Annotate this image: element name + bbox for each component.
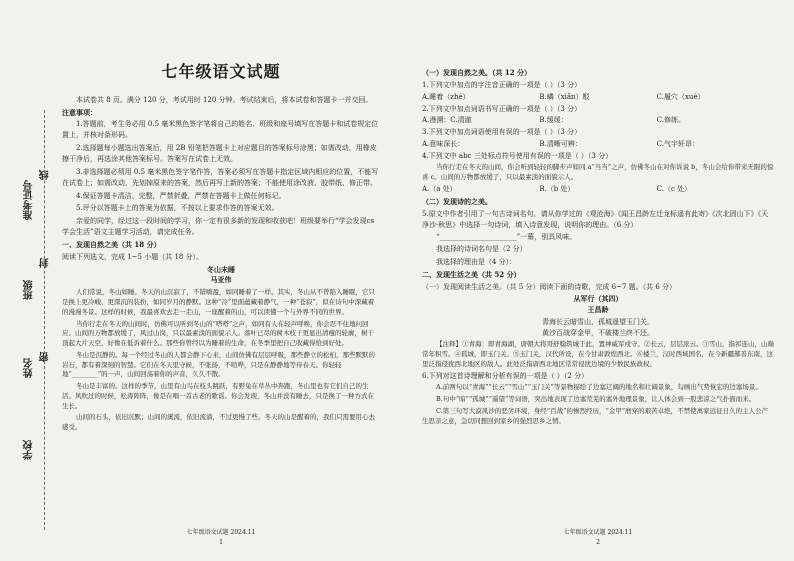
poem-line: 黄沙百战穿金甲，不破楼兰终不还。 (542, 329, 654, 338)
question-1-options (422, 92, 774, 103)
option-c: C.气宇轩昂： (656, 140, 699, 149)
page-number: 2 (596, 538, 600, 546)
option-b: B.嶙（xiǎn）駁 (539, 92, 590, 101)
question-3: 3.下列文中加点词语使用有误的一项是（ ）（3 分） (422, 128, 582, 137)
option-b: B.清晰可辨： (539, 140, 582, 149)
option-c: C.（c 处） (656, 185, 692, 194)
notice-item: 5.评分以答题卡上的答案为依据，不按以上要求作答的答案无效。 (76, 204, 279, 213)
exam-title: 七年级语文试题 (161, 62, 281, 81)
page-footer (62, 528, 380, 547)
name-label: 姓名 (24, 358, 35, 378)
footer-title: 七年级语文试题 2024.11 (186, 529, 256, 537)
binding-margin (0, 0, 60, 561)
part-one-heading: 一、发现自然之美（共 18 分） (62, 239, 161, 249)
essay-paragraph: 山间的石头，依旧沉默；山间的溪流，依旧流淌，不过更慢了些。冬天的山是醒着的，我们只需要用心去感受。 (62, 413, 375, 432)
question-4: 4.下列文中 abc 三处标点符号使用有误的一项是（ ）（3 分） (422, 151, 613, 160)
seal-line-label: 线 (40, 170, 51, 180)
option-b: B.句中“暗”“孤城”“遥望”等词语，突出地表现了边塞荒芜的塞外地理景象，让人体会到一股悲凉之气扑面而来。 (436, 395, 756, 404)
page-number: 1 (219, 538, 223, 546)
essay-title: 冬山未睡 (207, 264, 235, 274)
poem-title: 从军行（其四） (573, 293, 623, 303)
poem-author: 王昌龄 (587, 304, 609, 314)
poem-notes: 【注释】①青海：即青海湖，唐朝大将哥舒翰筑城于此，置神威军戍守。②长云，层层浓云。③雪山，指祁连山，山巅常年积雪。④孤城，即玉门关。⑤玉门关，汉代所设，在今甘肃敦煌西北。⑥楼兰，汉时西域国名，在今新疆鄯善东南，这里泛指侵扰西北地区的敌人。此处泛指唐西北地区常常侵扰边境的少数民族政权。 (422, 340, 774, 368)
essay-author: 马亚伟 (210, 275, 232, 285)
essay-paragraph: 人们常说，冬山如睡。冬天的山沉寂了，不错嗨盈，如同睡着了一样。其实，冬山从不曾陷入睡眠，它只是换上更冷峻、更深沉的装扮，如同岁月的静默。这种“冷”里面蕴藏着静气，一种“苍寂”，似在诗句中深藏着的漫漫冬景。这样的时候，我最喜欢去走一走山，一座醒着的山，可以读懂一个与外界不同的世界。 (62, 288, 375, 316)
notice-title: 注意事项： (62, 107, 97, 117)
seal-seal-label: 封 (40, 258, 51, 268)
option-b: B.（b 处） (539, 185, 575, 194)
option-a: A.漫溯：C.清澈 (422, 116, 472, 125)
reading-instruction: 阅读下列选文，完成 1~5 小题（共 18 分）。 (62, 252, 204, 261)
question-6: 6.下列对这首诗理解和分析有误的一项是（ ）（2 分） (422, 372, 589, 381)
essay-paragraph: 当你行走在冬天的山间时，仿佛可以听到冬山的“嗒嗒”之声，如同有人在轻声呼唤，你会忍不住地问回应。山间的万物都放缓了，风过山岗，只以最素淡的面貌示人。落叶已尽的树木枝干更显出清瘦的轮廓，树干顶起大片天空，好像在低诉着什么。那些你曾经以为睡着的生命，在冬季里把自己收藏得恰到好处。 (62, 319, 374, 348)
essay-body (62, 288, 380, 433)
question-5-blank: “______________________”一幕，别具风味。 (436, 232, 577, 241)
seal-secret-label: 密 (40, 352, 51, 362)
option-c: C.履穴（xuè） (656, 92, 705, 101)
question-1: 1.下列文中加点的字注音正确的一项是（ ）（3 分） (422, 80, 582, 89)
exam-intro: 本试卷共 8 页。满分 120 分，考试用时 120 分钟。考试结束后，将本试卷和答题卡一并交回。 (76, 95, 373, 104)
exam-number-label: 准考证号 (24, 180, 35, 220)
essay-paragraph: 冬山是沉静的。每一个经过冬山的人都会静下心来，山间仿佛有层层呼吸，那些静立的松柏，那些默默的岩石，都有着深刻的智慧。它们在冬天里守候，不张扬，不喧哗，只是在静静地等待春天。你轻轻地“________”的一声，山间回荡着你的声音，久久不散。 (62, 350, 375, 379)
poem-line: 青海长云暗雪山，孤城遥望玉门关。 (542, 317, 654, 326)
notice-item: 1.答题前，考生务必用 0.5 毫米黑色签字笔将自己的姓名、班级和座号填写在答题卡和试卷规定位置上，并核对条形码。 (62, 120, 379, 140)
option-c: C.修练。 (656, 116, 685, 125)
section-nature: （一）发现自然之美。（共 12 分） (422, 68, 532, 77)
page-one (62, 0, 380, 561)
notice-item: 4.保证答题卡清洁、完整，严禁折叠，严禁在答题卡上做任何标记。 (76, 191, 286, 200)
part-two-heading: 二、发现生活之美（共 52 分） (422, 270, 521, 280)
question-5-reason: 我选择的理由是（4 分）： (436, 258, 517, 267)
question-2-options (422, 115, 774, 126)
section-poetry: （二）发现诗的之美。 (422, 197, 492, 207)
option-a: A.睡着（zhé） (422, 92, 470, 101)
question-2: 2.下列文中加点词语书写正确的一项是（ ）（3 分） (422, 104, 582, 113)
page-footer (422, 528, 774, 547)
option-a: A.（a 处） (422, 185, 457, 194)
question-3-options (422, 139, 774, 150)
question-4-options (422, 184, 774, 195)
question-4-text: 当你行走在冬天的山间，你会听到轻轻的脚步声如同 a“当当”之声，仿佛冬山在对你诉说 b，冬山会给你带来无限的惊喜 c。山间的万物都放缓了，只以最素淡的面貌示人。 (422, 162, 774, 181)
question-5: 5.原文中作者引用了一句古诗词名句，请从你学过的《观沧海》《闻王昌龄左迁龙标遥有此寄》《次北固山下》《天净沙·秋思》中选择一句诗词，填入诗意发现，说明你的理由。（6 分） (422, 209, 769, 229)
school-label: 学校 (24, 440, 35, 460)
option-b: B.缓缓： (539, 116, 568, 125)
question-5-choose: 我选择的诗词名句是（2 分） (436, 245, 527, 254)
notice-item: 2.选择题每小题选出答案后，用 2B 铅笔把答题卡上对应题目的答案标号涂黑；如需改动，用橡皮擦干净后，再选涂其他答案标号。答案写在试卷上无效。 (62, 144, 377, 164)
option-a: A.意味深长： (422, 140, 465, 149)
theme-line: 亲爱的同学，经过这一段时间的学习，你一定有很多新的发现和收获吧！班级要举行“学会发现cs学会生活”语文主题学习活动，请完成任务。 (62, 217, 375, 237)
section-reading: （一）发现阅读生活之美。（共 5 分）阅读下面的诗歌，完成 6~7 题。（共 6 分） (422, 283, 677, 291)
option-a: A.前两句以“青海”“长云”“雪山”“玉门关”等景物描绘了边塞辽阔的地名和壮阔景象，勾画出气势恢宏的边塞场景。 (436, 383, 762, 392)
cut-line (44, 110, 45, 530)
page-two (422, 0, 774, 561)
notice-item: 3.非选择题必须用 0.5 毫米黑色签字笔作答，答案必须写在答题卡指定区域内相应的位置，不能写在试卷上；如需改动，先划掉原来的答案，然后再写上新的答案；不能使用涂改液、胶带纸、修正带。 (62, 167, 379, 187)
footer-title: 七年级语文试题 2024.11 (563, 529, 633, 537)
option-c: C.第三句写大漠风沙的恶劣环境，身经“百战”的惨烈经历，“金甲”磨穿的艰苦卓绝，不禁使离家远征日久的主人公产生思亲之意，急切同想回到家乡的强烈思乡之情。 (422, 406, 769, 425)
class-label: 班级 (24, 280, 35, 300)
essay-paragraph: 冬山是丰富的。这样的季节，山里有山鸟在枝头跳跃，有野兔在草丛中奔跑，冬山里也有它们自己的生活。风吹过的时候，松涛阵阵，像是在唱一首古老的歌谣。你会发现，冬山并没有睡去，只是换了一种方式在生长。 (62, 382, 374, 410)
